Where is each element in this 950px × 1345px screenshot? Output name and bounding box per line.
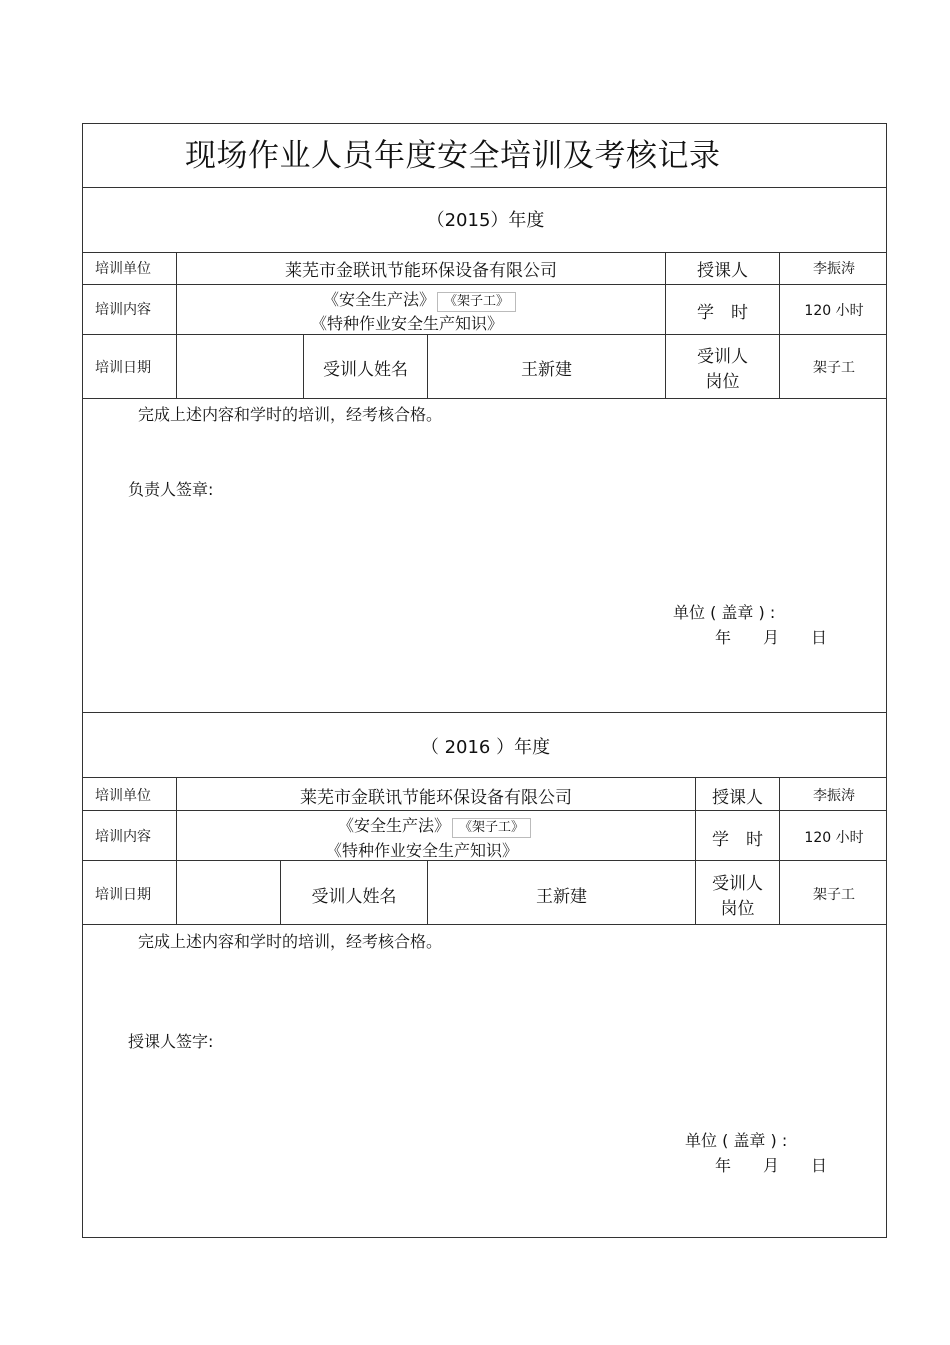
divider — [83, 187, 886, 188]
post-label: 受训人 — [712, 874, 763, 894]
unit-label: 培训单位 — [95, 788, 151, 804]
course-line-2: 《特种作业安全生产知识》 — [326, 841, 519, 860]
trainee-name-value: 王新建 — [536, 887, 587, 907]
completion-text: 完成上述内容和学时的培训，经考核合格。 — [138, 405, 443, 424]
teacher-value: 李振涛 — [813, 788, 855, 804]
teacher-value: 李振涛 — [813, 261, 855, 277]
year-label-2015: （2015）年度 — [426, 210, 545, 231]
course-safety-law: 《安全生产法》 — [338, 816, 451, 835]
training-record-form — [82, 123, 887, 1238]
date-line: 年 月 日 — [715, 1156, 828, 1175]
divider — [83, 334, 886, 335]
divider — [83, 398, 886, 399]
hours-value: 120 小时 — [804, 303, 864, 319]
course-tag: 《架子工》 — [437, 292, 516, 312]
post-label-2: 岗位 — [720, 899, 755, 919]
course-line-1 — [323, 287, 516, 312]
page-title: 现场作业人员年度安全培训及考核记录 — [185, 138, 721, 174]
divider — [83, 777, 886, 778]
post-label: 受训人 — [697, 347, 748, 367]
hours-label: 学 时 — [697, 303, 748, 323]
post-value: 架子工 — [813, 360, 855, 376]
divider — [83, 860, 886, 861]
teacher-label: 授课人 — [712, 788, 763, 808]
unit-value: 莱芜市金联讯节能环保设备有限公司 — [300, 788, 572, 808]
course-tag: 《架子工》 — [452, 818, 531, 838]
divider — [83, 810, 886, 811]
content-label: 培训内容 — [95, 302, 151, 318]
date-line: 年 月 日 — [715, 628, 828, 647]
post-value: 架子工 — [813, 887, 855, 903]
signature-label: 负责人签章: — [128, 480, 214, 499]
signature-label: 授课人签字: — [128, 1032, 214, 1051]
hours-label: 学 时 — [712, 830, 763, 850]
hours-value: 120 小时 — [804, 830, 864, 846]
course-line-1 — [338, 813, 531, 838]
trainee-name-label: 受训人姓名 — [311, 887, 397, 907]
seal-label: 单位 ( 盖章 ) : — [685, 1131, 788, 1150]
course-line-2: 《特种作业安全生产知识》 — [311, 314, 504, 333]
trainee-name-value: 王新建 — [521, 360, 572, 380]
course-safety-law: 《安全生产法》 — [323, 290, 436, 309]
divider — [83, 712, 886, 713]
divider — [83, 284, 886, 285]
year-label-2016: （ 2016 ）年度 — [420, 737, 551, 758]
trainee-name-label: 受训人姓名 — [323, 360, 408, 380]
divider — [83, 924, 886, 925]
post-label-2: 岗位 — [705, 372, 740, 392]
teacher-label: 授课人 — [697, 261, 748, 281]
content-label: 培训内容 — [95, 829, 151, 845]
completion-text: 完成上述内容和学时的培训，经考核合格。 — [138, 932, 443, 951]
date-label: 培训日期 — [95, 360, 151, 376]
divider — [83, 252, 886, 253]
unit-value: 莱芜市金联讯节能环保设备有限公司 — [285, 261, 557, 281]
date-label: 培训日期 — [95, 887, 151, 903]
unit-label: 培训单位 — [95, 261, 151, 277]
seal-label: 单位 ( 盖章 ) : — [673, 603, 776, 622]
